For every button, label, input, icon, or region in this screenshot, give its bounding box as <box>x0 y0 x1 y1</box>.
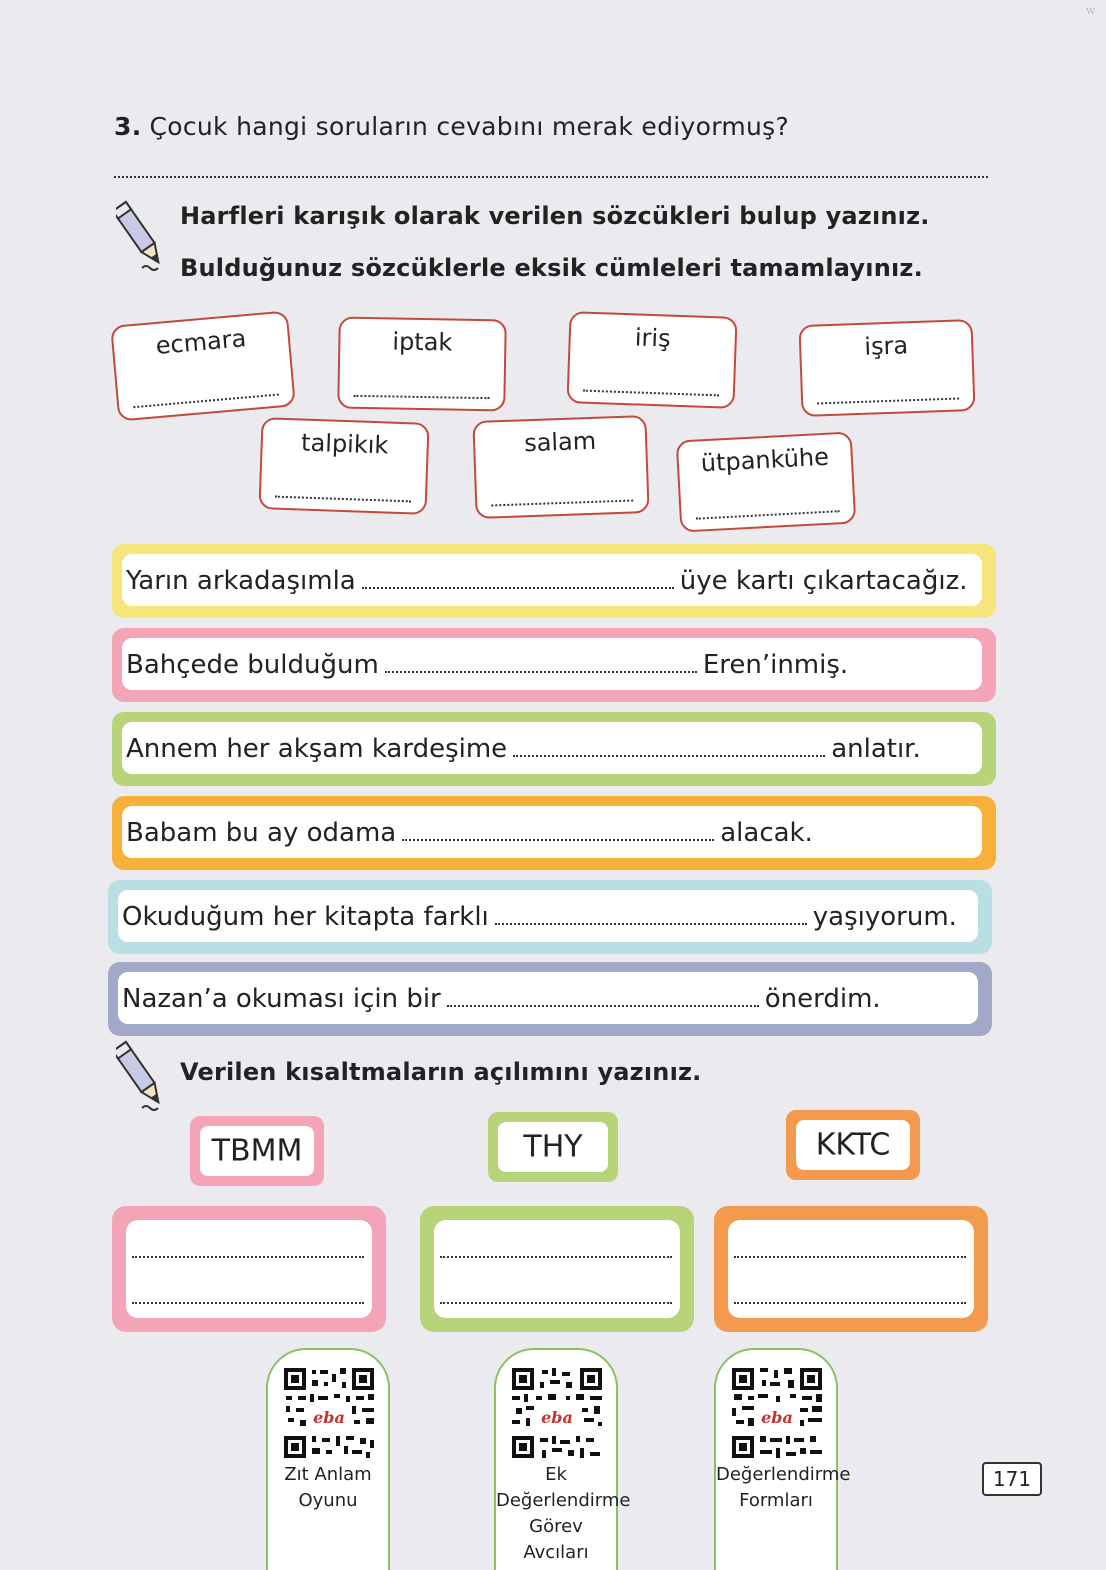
answer-blank[interactable] <box>385 671 697 673</box>
answer-line[interactable] <box>133 394 279 409</box>
abbreviation-box: TBMM <box>190 1116 324 1186</box>
instruction-line-2: Bulduğunuz sözcüklerle eksik cümleleri tamamlayınız. <box>180 254 923 282</box>
instruction-line-1: Harfleri karışık olarak verilen sözcükleri bulup yazınız. <box>180 202 930 230</box>
pencil-icon <box>116 196 164 276</box>
qr-code-icon[interactable] <box>282 1366 376 1460</box>
question-3 <box>114 112 789 141</box>
answer-line[interactable] <box>734 1302 966 1304</box>
answer-line[interactable] <box>440 1256 672 1258</box>
word-card: iriş <box>566 311 737 409</box>
qr-card[interactable]: eba Zıt Anlam Oyunu <box>266 1348 390 1570</box>
abbreviation-answer-box <box>714 1206 988 1332</box>
sentence-strip: Yarın arkadaşımla üye kartı çıkartacağız. <box>112 544 996 618</box>
sentence-strip: Babam bu ay odama alacak. <box>112 796 996 870</box>
pencil-icon <box>116 1036 164 1116</box>
answer-line[interactable] <box>696 510 840 520</box>
answer-line[interactable] <box>132 1302 364 1304</box>
page-number: 171 <box>982 1462 1042 1496</box>
svg-text:eba: eba <box>541 1408 573 1427</box>
svg-text:eba: eba <box>761 1408 793 1427</box>
svg-text:eba: eba <box>313 1408 345 1427</box>
answer-blank[interactable] <box>513 755 825 757</box>
answer-line[interactable] <box>583 390 719 397</box>
instruction-abbreviations: Verilen kısaltmaların açılımını yazınız. <box>180 1058 702 1086</box>
answer-line[interactable] <box>114 176 988 178</box>
word-card: ecmara <box>110 310 296 421</box>
sentence-strip: Nazan’a okuması için bir önerdim. <box>108 962 992 1036</box>
abbreviation-answer-box <box>420 1206 694 1332</box>
abbreviation-answer-box <box>112 1206 386 1332</box>
answer-line[interactable] <box>275 496 411 503</box>
sentence-strip: Bahçede bulduğum Eren’inmiş. <box>112 628 996 702</box>
qr-code-icon[interactable] <box>510 1366 604 1460</box>
answer-blank[interactable] <box>402 839 714 841</box>
answer-line[interactable] <box>817 398 959 405</box>
qr-code-icon[interactable] <box>730 1366 824 1460</box>
word-card: salam <box>472 415 649 519</box>
question-number: 3. <box>114 112 142 141</box>
abbreviation-box: KKTC <box>786 1110 920 1180</box>
qr-card[interactable]: eba Ek Değerlendirme Görev Avcıları <box>494 1348 618 1570</box>
answer-line[interactable] <box>491 500 633 507</box>
question-text: Çocuk hangi soruların cevabını merak ediyormuş? <box>149 112 790 141</box>
answer-blank[interactable] <box>362 587 674 589</box>
qr-card[interactable]: eba Değerlendirme Formları <box>714 1348 838 1570</box>
word-card: iptak <box>337 317 507 412</box>
abbreviation-box: THY <box>488 1112 618 1182</box>
answer-blank[interactable] <box>447 1005 759 1007</box>
sentence-strip: Okuduğum her kitapta farklı yaşıyorum. <box>108 880 992 954</box>
answer-line[interactable] <box>132 1256 364 1258</box>
word-card: ütpankühe <box>676 431 857 532</box>
answer-line[interactable] <box>353 395 489 399</box>
word-card: işra <box>798 319 975 417</box>
word-card: talpikık <box>258 417 429 515</box>
answer-blank[interactable] <box>495 923 807 925</box>
corner-mark: w <box>1086 4 1096 17</box>
answer-line[interactable] <box>440 1302 672 1304</box>
sentence-strip: Annem her akşam kardeşime anlatır. <box>112 712 996 786</box>
answer-line[interactable] <box>734 1256 966 1258</box>
